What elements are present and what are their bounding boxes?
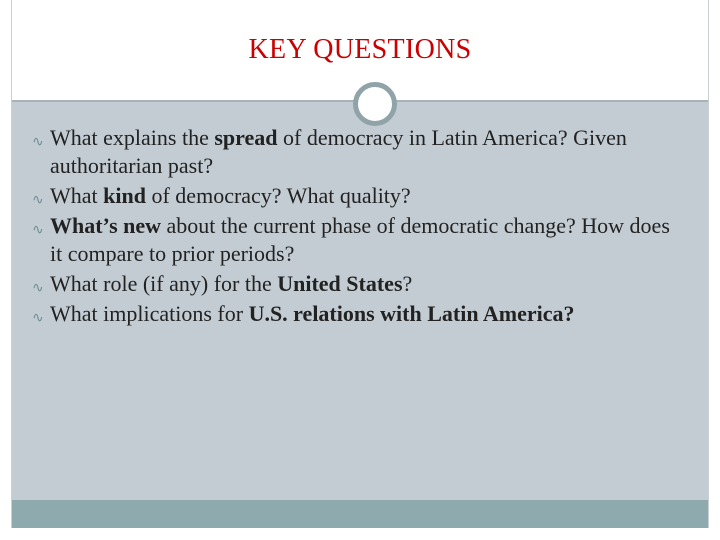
- question-item: [32, 182, 672, 210]
- question-item: [32, 300, 672, 328]
- question-text: What explains the: [50, 125, 215, 150]
- question-text: spread: [214, 125, 278, 150]
- question-item: [32, 124, 672, 180]
- question-item: [32, 212, 672, 268]
- question-text: U.S. relations with Latin America?: [248, 301, 575, 326]
- slide-title: KEY QUESTIONS: [248, 34, 472, 65]
- question-list: [32, 124, 672, 330]
- wave-bullet-icon: ∿: [32, 223, 44, 238]
- question-text: kind: [103, 183, 146, 208]
- question-text: about the current phase of democratic change? How does it compare to prior periods?: [50, 213, 670, 266]
- wave-bullet-icon: ∿: [32, 135, 44, 150]
- question-text: ?: [402, 271, 413, 296]
- question-item: [32, 270, 672, 298]
- wave-bullet-icon: ∿: [32, 193, 44, 208]
- footer-bar: [12, 500, 708, 528]
- question-text: What: [50, 183, 104, 208]
- question-text: of democracy in Latin America? Given authoritarian past?: [50, 125, 627, 178]
- wave-bullet-icon: ∿: [32, 311, 44, 326]
- circle-ornament-icon: [353, 82, 397, 126]
- title-area: [12, 0, 708, 100]
- question-text: What’s new: [50, 213, 162, 238]
- question-text: United States: [277, 271, 403, 296]
- question-text: of democracy? What quality?: [145, 183, 411, 208]
- question-text: What role (if any) for the: [50, 271, 278, 296]
- question-text: What implications for: [50, 301, 249, 326]
- wave-bullet-icon: ∿: [32, 281, 44, 296]
